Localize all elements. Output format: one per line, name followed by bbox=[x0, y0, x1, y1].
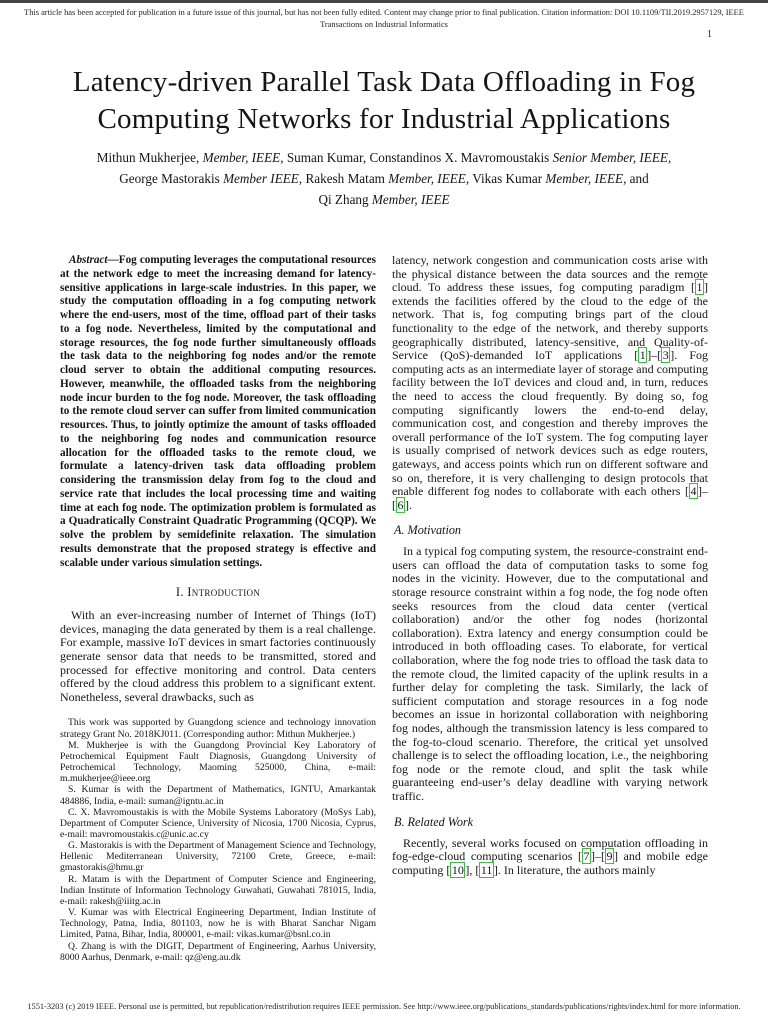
citation-link-7[interactable]: 7 bbox=[583, 849, 590, 864]
page-number: 1 bbox=[707, 29, 712, 40]
paper-title-line1: Latency-driven Parallel Task Data Offloading in Fog bbox=[72, 66, 696, 98]
paper-title bbox=[30, 64, 738, 138]
footnote-s-kumar: S. Kumar is with the Department of Mathematics, IGNTU, Amarkantak 484886, India, e-mail: suman@igntu.ac.in bbox=[60, 784, 376, 807]
abstract-text: —Fog computing leverages the computational resources at the network edge to meet the increasing demand for latency-sensitive applications in large-scale industries. In this paper, we study the computation offloading in a fog computing network where the end-users, most of the time, offload part of their tasks to a fog node. Nevertheless, limited by the computational and storage resources, the fog node further simultaneously offloads the task data to the neighboring fog nodes and/or the remote cloud server to obtain the additional computing resources. However, meanwhile, the offloaded tasks from the neighboring node incur burden to the fog node. Moreover, the task offloading to the remote cloud server can suffer from limited communication resources. Thus, to jointly optimize the amount of tasks offloaded to the neighboring fog nodes and communication resource allocation for the offloaded tasks to the remote cloud, we formulate a latency-driven task data offloading problem considering the transmission delay from fog to the cloud and service rate that includes the local processing time and waiting time at each fog node. The optimization problem is formulated as a Quadratically Constraint Quadratic Programming (QCQP). We solve the problem by semidefinite relaxation. The simulation results demonstrate that the proposed strategy is effective and scalable under various simulation settings. bbox=[60, 254, 376, 569]
motivation-paragraph: In a typical fog computing system, the resource-constraint end-users can offload the data of computation tasks to some fog nodes in the vicinity. However, due to the computational and storage resource constraint within a fog node, the fog node often seeks resources from the cloud data center (vertical collaboration) and/or the other fog nodes (horizontal collaboration). Extra latency and energy consumption could be introduced in both offloading cases. To elaborate, for vertical collaboration, where the fog node tries to offload the task data to the remote cloud, the limited capacity of the uplink results in a further delay for completing the task. Similarly, the lack of sufficient computation and storage resources in a fog node becomes an issue in horizontal collaboration with neighboring fog nodes, although the transmission latency is less compared to the fog-to-cloud scenario. Therefore, the critical yet unsolved challenge is to select the offloading location, i.e., the neighboring fog node or the remote cloud, and split the task while guaranteeing end-user’s delay deadline with varying network traffic. bbox=[392, 544, 708, 803]
citation-link-3[interactable]: 3 bbox=[662, 348, 669, 363]
introduction-paragraph: With an ever-increasing number of Internet of Things (IoT) devices, managing the data generated by them is a real challenge. For example, massive IoT devices in smart factories continuously generate sensor data that needs to be transmitted, stored and processed for effective monitoring and control. Data centers offered by the cloud address this problem to a significant extent. Nonetheless, several drawbacks, such as bbox=[60, 608, 376, 704]
window-top-edge bbox=[0, 0, 768, 3]
acceptance-notice bbox=[24, 7, 744, 31]
citation-link-4[interactable]: 4 bbox=[690, 484, 697, 499]
author-footnotes bbox=[60, 717, 376, 962]
citation-link-1b[interactable]: 1 bbox=[639, 348, 646, 363]
right-column bbox=[392, 254, 708, 963]
footnote-matam: R. Matam is with the Department of Computer Science and Engineering, Indian Institute of Information Technology Guwahati, Guwahati 781015, India, e-mail: rakesh@iiitg.ac.in bbox=[60, 873, 376, 907]
author-line-2: George Mastorakis Member IEEE, Rakesh Matam Member, IEEE, Vikas Kumar Member, IEEE, and bbox=[119, 171, 649, 186]
abstract-paragraph bbox=[60, 254, 376, 570]
citation-link-11[interactable]: 11 bbox=[480, 862, 493, 877]
footnote-mukherjee: M. Mukherjee is with the Guangdong Provincial Key Laboratory of Petrochemical Equipment Fault Diagnosis, Guangdong University of Petrochemical Technology, Maoming 525000, China, e-mail: m.mukherjee@ieee.org bbox=[60, 739, 376, 785]
subsection-heading-motivation: A. Motivation bbox=[394, 523, 462, 538]
citation-link-10[interactable]: 10 bbox=[451, 862, 464, 877]
paper-title-line2: Computing Networks for Industrial Applications bbox=[97, 103, 671, 135]
footnote-mavromoustakis: C. X. Mavromoustakis is with the Mobile Systems Laboratory (MoSys Lab), Department of Computer Science, University of Nicosia, 1700 Nicosia, Cyprus, e-mail: mavromoustakis.c@unic.ac.cy bbox=[60, 806, 376, 840]
footnote-funding: This work was supported by Guangdong science and technology innovation strategy Grant No. 2018KJ011. (Corresponding author: Mithun Mukherjee.) bbox=[60, 717, 376, 740]
two-column-body bbox=[60, 254, 708, 963]
copyright-footer: 1551-3203 (c) 2019 IEEE. Personal use is permitted, but republication/redistribution requires IEEE permission. See http://www.ieee.org/publications_standards/publications/rights/index.html for more information. bbox=[27, 1002, 741, 1011]
footnote-zhang: Q. Zhang is with the DIGIT, Department of Engineering, Aarhus University, 8000 Aarhus, Denmark, e-mail: qz@eng.au.dk bbox=[60, 940, 376, 963]
footnote-v-kumar: V. Kumar was with Electrical Engineering Department, Indian Institute of Technology, Patna, India, 801103, now he is with Bharat Sanchar Nigam Limited, Patna, Bihar, India, 800001, e-mail: vikas.kumar@bsnl.co.in bbox=[60, 907, 376, 941]
footnote-mastorakis: G. Mastorakis is with the Department of Management Science and Technology, Hellenic Mediterranean University, 72100 Crete, Greece, e-mail: gmastorakis@hmu.gr bbox=[60, 840, 376, 874]
related-work-paragraph: Recently, several works focused on computation offloading in fog-edge-cloud computing scenarios [ 7 ]–[ 9 ] and mobile edge computing [ 10 ], [ 11 ]. In literature, the authors mainly bbox=[392, 835, 708, 877]
left-column bbox=[60, 254, 376, 963]
citation-link-6[interactable]: 6 bbox=[397, 497, 404, 512]
subsection-heading-related-work: B. Related Work bbox=[394, 814, 474, 829]
introduction-continued-paragraph: latency, network congestion and communication costs arise with the physical distance between the data sources and the remote cloud. To address these issues, fog computing paradigm [ 1 ] extends the facilities offered by the cloud to the edge of the network. That is, fog computing brings part of the cloud functionality to the edge of the network, and thereby supports geographically distributed, latency-sensitive, and Quality-of-Service (QoS)-demanded IoT applications [ 1 ]–[ 3 ]. Fog computing acts as an intermediate layer of storage and computing facility between the IoT devices and cloud and, in turn, reduces the need to access the cloud frequently. By doing so, fog computing significantly lowers the end-to-end delay, communication cost, and congestion and thereby improves the overall performance of the IoT system. The fog computing layer is usually comprised of network devices such as edge routers, gateways, and access points which run on different software and so on, therefore, it is very challenging to design protocols that enable different fog nodes to collaborate with each others [ 4 ]–[ 6 ]. bbox=[392, 253, 708, 512]
author-line-3: Qi Zhang Member, IEEE bbox=[318, 192, 450, 207]
author-line-1: Mithun Mukherjee, Member, IEEE, Suman Kumar, Constandinos X. Mavromoustakis Senior Member, IEEE, bbox=[96, 150, 672, 165]
citation-link-1[interactable]: 1 bbox=[696, 280, 703, 295]
acceptance-notice-line1: This article has been accepted for publication in a future issue of this journal, but has not been fully edited. Content may change prior to final publication. Citation information: DOI 10.1109/TII.2019.2957129, IEEE bbox=[24, 8, 744, 17]
author-list bbox=[40, 147, 728, 210]
section-heading-introduction: I. Introduction bbox=[175, 585, 261, 600]
citation-link-9[interactable]: 9 bbox=[606, 849, 613, 864]
abstract-label: Abstract bbox=[69, 254, 108, 266]
acceptance-notice-line2: Transactions on Industrial Informatics bbox=[320, 19, 448, 29]
